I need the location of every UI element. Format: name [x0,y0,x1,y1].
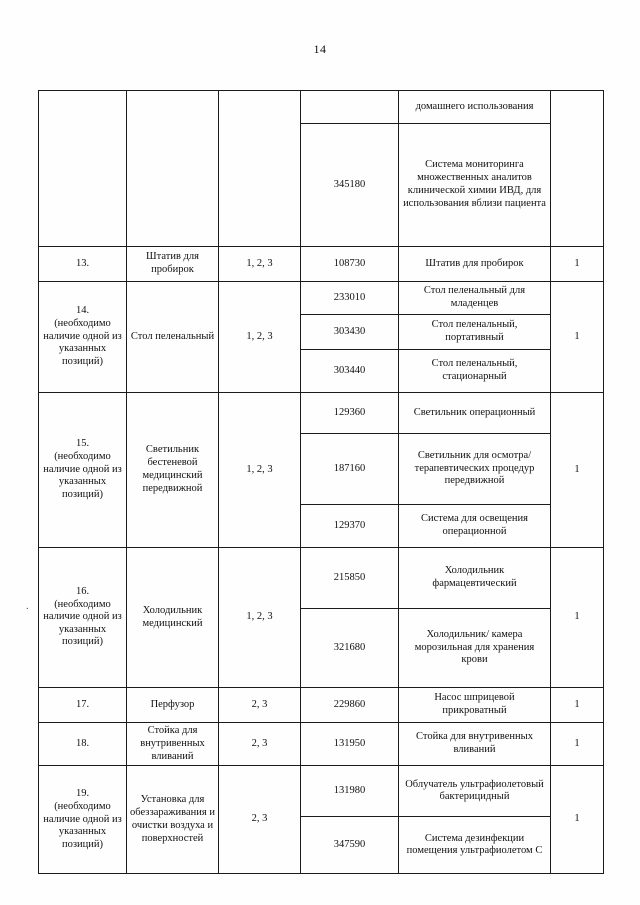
table-row [39,247,604,282]
quantity-cell: 1 [551,688,604,723]
equipment-name-cell: Светильник бестеневой медицинский передвижной [127,393,219,548]
quantity-cell: 1 [551,393,604,548]
code-cell: 187160 [301,434,399,505]
table-row [39,766,604,817]
code-cell: 321680 [301,609,399,688]
code-cell: 303440 [301,350,399,393]
table-row [39,548,604,609]
group-cell: 2, 3 [219,766,301,874]
row-index-cell [39,688,127,723]
row-index: 15. [75,438,90,450]
description-cell: Стол пеленальный для младенцев [399,282,551,315]
quantity-cell [551,91,604,247]
description-cell: Светильник для осмотра/ терапевтических процедур передвижной [399,434,551,505]
code-cell: 303430 [301,315,399,350]
row-index: 14. [75,305,90,317]
description-cell: Светильник операционный [399,393,551,434]
row-index-cell [39,247,127,282]
description-cell: Система для освещения операционной [399,505,551,548]
code-cell: 345180 [301,124,399,247]
description-cell: Система дезинфекции помещения ультрафиолетом С [399,817,551,874]
description-cell: Стол пеленальный, портативный [399,315,551,350]
table-row [39,282,604,315]
table-row [39,723,604,766]
group-cell [219,91,301,247]
row-index-note: (необходимо наличие одной из указанных позиций) [43,801,122,850]
row-index: 17. [75,698,90,710]
row-index: 13. [75,257,90,269]
table-row [39,688,604,723]
description-cell: Штатив для пробирок [399,247,551,282]
row-index-note: (необходимо наличие одной из указанных позиций) [43,451,122,500]
code-cell: 347590 [301,817,399,874]
group-cell: 1, 2, 3 [219,548,301,688]
row-index-cell [39,91,127,247]
code-cell: 129360 [301,393,399,434]
code-cell: 108730 [301,247,399,282]
quantity-cell: 1 [551,766,604,874]
quantity-cell: 1 [551,247,604,282]
equipment-name-cell: Перфузор [127,688,219,723]
row-index: 16. [75,585,90,597]
equipment-name-cell: Штатив для пробирок [127,247,219,282]
description-cell: Стол пеленальный, стационарный [399,350,551,393]
code-cell [301,91,399,124]
row-index-cell [39,723,127,766]
row-index-cell [39,393,127,548]
group-cell: 1, 2, 3 [219,282,301,393]
page-number: 14 [313,42,327,56]
quantity-cell: 1 [551,723,604,766]
equipment-name-cell: Холодильник медицинский [127,548,219,688]
row-index-cell [39,548,127,688]
row-index-note: (необходимо наличие одной из указанных позиций) [43,318,122,367]
row-index-cell [39,282,127,393]
code-cell: 215850 [301,548,399,609]
description-cell: домашнего использования [399,91,551,124]
equipment-name-cell: Стойка для внутривенных вливаний [127,723,219,766]
description-cell: Система мониторинга множественных аналитов клинической химии ИВД, для использования вблизи пациента [399,124,551,247]
code-cell: 129370 [301,505,399,548]
margin-dot: . [26,600,29,612]
quantity-cell: 1 [551,282,604,393]
description-cell: Холодильник/ камера морозильная для хранения крови [399,609,551,688]
row-index: 19. [75,788,90,800]
table-row [39,91,604,124]
equipment-table [38,90,604,874]
code-cell: 131980 [301,766,399,817]
equipment-name-cell: Установка для обеззараживания и очистки воздуха и поверхностей [127,766,219,874]
table-row [39,393,604,434]
group-cell: 2, 3 [219,688,301,723]
row-index: 18. [75,737,90,749]
equipment-name-cell: Стол пеленальный [127,282,219,393]
quantity-cell: 1 [551,548,604,688]
row-index-cell [39,766,127,874]
description-cell: Насос шприцевой прикроватный [399,688,551,723]
equipment-name-cell [127,91,219,247]
description-cell: Холодильник фармацевтический [399,548,551,609]
description-cell: Стойка для внутривенных вливаний [399,723,551,766]
group-cell: 1, 2, 3 [219,247,301,282]
group-cell: 2, 3 [219,723,301,766]
row-index-note: (необходимо наличие одной из указанных позиций) [43,598,122,648]
code-cell: 229860 [301,688,399,723]
group-cell: 1, 2, 3 [219,393,301,548]
description-cell: Облучатель ультрафиолетовый бактерицидный [399,766,551,817]
code-cell: 233010 [301,282,399,315]
code-cell: 131950 [301,723,399,766]
